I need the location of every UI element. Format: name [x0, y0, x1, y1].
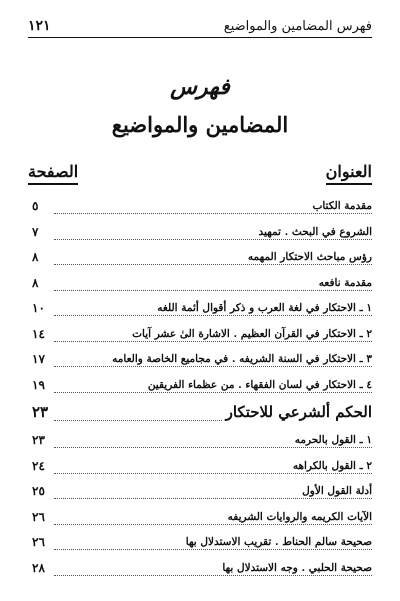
toc-entry-page: ٨	[32, 250, 39, 264]
toc-entry	[28, 507, 372, 533]
toc-entry-page: ٢٣	[32, 433, 45, 447]
toc-entry-page: ١٧	[32, 352, 45, 366]
toc-entry	[28, 247, 372, 273]
running-head	[28, 16, 372, 36]
dot-leader	[54, 213, 372, 214]
toc-entry-page: ١٠	[32, 301, 45, 315]
dot-leader	[54, 392, 372, 393]
toc-entry	[28, 375, 372, 401]
toc-entry-title: مقدمة الكتاب	[309, 200, 372, 212]
dot-leader	[54, 498, 372, 499]
toc-entry-page: ٢٣	[32, 403, 49, 421]
toc-entry-page: ٢٦	[32, 535, 45, 549]
toc-entry-title: صحيحة الحلبي . وجه الاستدلال بها	[219, 562, 372, 574]
toc-entry-title: أدلة القول الأول	[299, 485, 372, 497]
dot-leader	[54, 341, 372, 342]
dot-leader	[54, 575, 372, 576]
toc-entry-title: صحيحة سالم الحناط . تقريب الاستدلال بها	[183, 536, 372, 548]
page-title: فهرس	[170, 74, 230, 100]
page-subtitle: المضامين والمواضيع	[111, 112, 289, 137]
column-headers	[28, 162, 372, 192]
toc-entry	[28, 222, 372, 248]
toc-entry	[28, 196, 372, 222]
dot-leader	[54, 473, 372, 474]
dot-leader	[54, 315, 372, 316]
toc-entry-page: ٢٥	[32, 484, 45, 498]
toc-entry-page: ٢٦	[32, 509, 45, 524]
dot-leader	[54, 549, 372, 550]
toc-entry-title: ١ ـ الاحتكار في لغة العرب و ذكر أقوال أئمة اللغه	[154, 302, 372, 314]
dot-leader	[54, 264, 372, 265]
toc-entry-title: ٤ ـ الاحتكار في لسان الفقهاء . من عظماء الفريقين	[145, 379, 372, 391]
header-rule	[28, 37, 372, 38]
toc-entry-page: ٢٤	[32, 458, 45, 473]
dot-leader	[54, 524, 372, 525]
toc-list	[28, 196, 372, 583]
running-head-title: فهرس المضامين والمواضيع	[223, 18, 372, 34]
page-number: ١٢١	[28, 18, 51, 34]
toc-entry	[28, 481, 372, 507]
dot-leader	[54, 447, 372, 448]
toc-entry-title: الحكم ألشرعي للاحتكار	[223, 403, 372, 421]
toc-entry-page: ١٩	[32, 377, 45, 392]
toc-section-heading	[28, 400, 372, 430]
toc-entry-page: ٧	[32, 224, 39, 239]
toc-entry-title: الآيات الكريمه والروايات الشريفه	[225, 511, 372, 523]
toc-entry	[28, 273, 372, 299]
toc-entry	[28, 558, 372, 584]
toc-entry-title: ٢ ـ القول بالكراهه	[290, 460, 372, 472]
dot-leader	[54, 290, 372, 291]
column-header-page: الصفحة	[28, 162, 78, 185]
toc-entry	[28, 456, 372, 482]
toc-entry-page: ٥	[32, 199, 39, 213]
toc-entry-page: ١٤	[32, 326, 45, 341]
toc-entry-title: الشروع في البحث . تمهيد	[255, 226, 372, 238]
toc-entry	[28, 532, 372, 558]
toc-entry-title: ٢ ـ الاحتكار في القرآن العظيم . الاشارة الیٰ عشر آيات	[129, 328, 372, 340]
toc-entry-title: ٣ ـ الاحتكار في السنة الشريفه . في مجاميع الخاصة والعامه	[109, 353, 372, 365]
toc-entry-title: رؤس مباحث الاحتكار المهمه	[245, 251, 372, 263]
toc-entry-page: ٨	[32, 275, 39, 290]
column-header-title: العنوان	[326, 162, 372, 185]
dot-leader	[54, 366, 372, 367]
toc-entry	[28, 324, 372, 350]
toc-entry	[28, 298, 372, 324]
toc-entry-title: مقدمة نافعه	[316, 277, 372, 289]
toc-entry	[28, 349, 372, 375]
toc-entry	[28, 430, 372, 456]
toc-entry-page: ٢٨	[32, 560, 45, 575]
dot-leader	[54, 239, 372, 240]
toc-entry-title: ١ ـ القول بالحرمه	[292, 434, 372, 446]
